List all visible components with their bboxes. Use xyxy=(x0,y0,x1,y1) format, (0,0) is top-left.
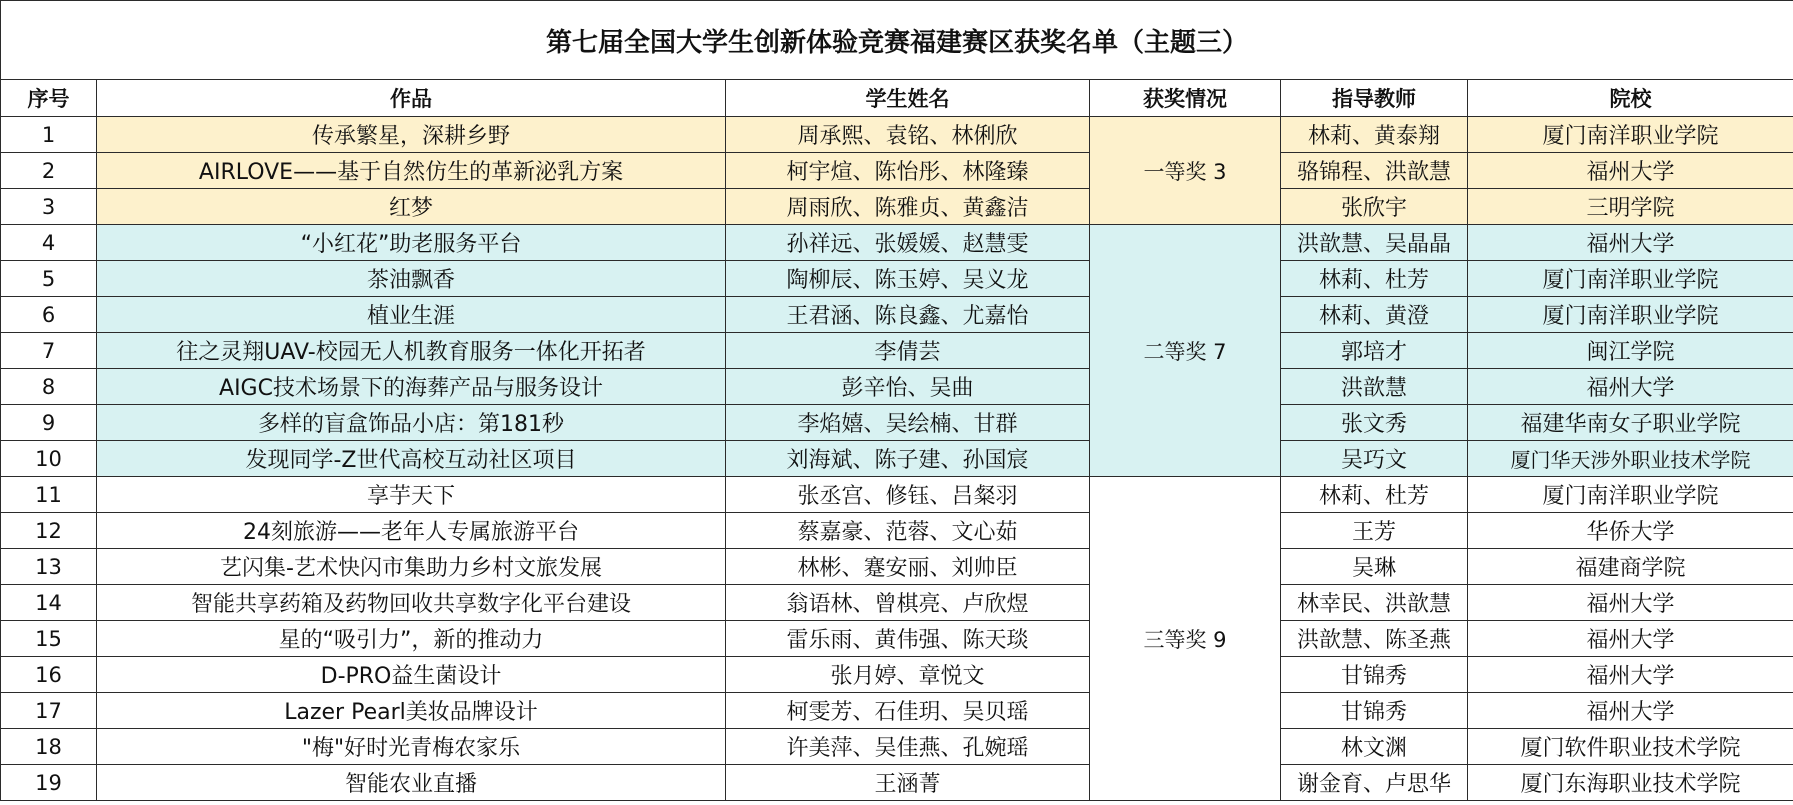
table-row xyxy=(1,369,1793,405)
header-work: 作品 xyxy=(97,80,726,117)
row-index: 11 xyxy=(1,477,97,513)
table-row xyxy=(1,261,1793,297)
work-title: 多样的盲盒饰品小店：第181秒 xyxy=(97,405,726,441)
table-row xyxy=(1,405,1793,441)
advisor-names: 林莉、黄泰翔 xyxy=(1281,117,1468,153)
school-name: 福州大学 xyxy=(1468,621,1793,657)
school-name: 福州大学 xyxy=(1468,585,1793,621)
work-title: 往之灵翔UAV-校园无人机教育服务一体化开拓者 xyxy=(97,333,726,369)
student-names: 孙祥远、张媛媛、赵慧雯 xyxy=(726,225,1090,261)
student-names: 刘海斌、陈子建、孙国宸 xyxy=(726,441,1090,477)
header-school: 院校 xyxy=(1468,80,1793,117)
row-index: 6 xyxy=(1,297,97,333)
work-title: “小红花”助老服务平台 xyxy=(97,225,726,261)
table-row xyxy=(1,693,1793,729)
student-names: 李焰嬉、吴绘楠、甘群 xyxy=(726,405,1090,441)
advisor-names: 谢金育、卢思华 xyxy=(1281,765,1468,801)
student-names: 彭辛怡、吴曲 xyxy=(726,369,1090,405)
work-title: AIRLOVE——基于自然仿生的革新泌乳方案 xyxy=(97,153,726,189)
row-index: 18 xyxy=(1,729,97,765)
header-row xyxy=(1,80,1793,117)
header-teacher: 指导教师 xyxy=(1281,80,1468,117)
table-row xyxy=(1,477,1793,513)
advisor-names: 骆锦程、洪歆慧 xyxy=(1281,153,1468,189)
student-names: 张月婷、章悦文 xyxy=(726,657,1090,693)
table-row xyxy=(1,333,1793,369)
table-row xyxy=(1,117,1793,153)
advisor-names: 洪歆慧 xyxy=(1281,369,1468,405)
school-name: 闽江学院 xyxy=(1468,333,1793,369)
table-row xyxy=(1,513,1793,549)
school-name: 福州大学 xyxy=(1468,693,1793,729)
advisor-names: 吴琳 xyxy=(1281,549,1468,585)
student-names: 柯宇煊、陈怡彤、林隆臻 xyxy=(726,153,1090,189)
work-title: AIGC技术场景下的海葬产品与服务设计 xyxy=(97,369,726,405)
header-students: 学生姓名 xyxy=(726,80,1090,117)
work-title: 传承繁星，深耕乡野 xyxy=(97,117,726,153)
row-index: 19 xyxy=(1,765,97,801)
row-index: 8 xyxy=(1,369,97,405)
award-level: 二等奖 7 xyxy=(1090,225,1281,477)
header-award: 获奖情况 xyxy=(1090,80,1281,117)
row-index: 14 xyxy=(1,585,97,621)
advisor-names: 林幸民、洪歆慧 xyxy=(1281,585,1468,621)
student-names: 翁语林、曾棋亮、卢欣煜 xyxy=(726,585,1090,621)
school-name: 厦门南洋职业学院 xyxy=(1468,477,1793,513)
student-names: 周雨欣、陈雅贞、黄鑫洁 xyxy=(726,189,1090,225)
table-row xyxy=(1,441,1793,477)
work-title: 智能农业直播 xyxy=(97,765,726,801)
table-row xyxy=(1,729,1793,765)
table-row xyxy=(1,621,1793,657)
school-name: 厦门东海职业技术学院 xyxy=(1468,765,1793,801)
work-title: 红梦 xyxy=(97,189,726,225)
table-row xyxy=(1,153,1793,189)
student-names: 李倩芸 xyxy=(726,333,1090,369)
work-title: 艺闪集-艺术快闪市集助力乡村文旅发展 xyxy=(97,549,726,585)
student-names: 许美萍、吴佳燕、孔婉瑶 xyxy=(726,729,1090,765)
work-title: 植业生涯 xyxy=(97,297,726,333)
work-title: 茶油飘香 xyxy=(97,261,726,297)
student-names: 林彬、蹇安丽、刘帅臣 xyxy=(726,549,1090,585)
advisor-names: 王芳 xyxy=(1281,513,1468,549)
award-level: 三等奖 9 xyxy=(1090,477,1281,801)
work-title: "梅"好时光青梅农家乐 xyxy=(97,729,726,765)
student-names: 雷乐雨、黄伟强、陈天琰 xyxy=(726,621,1090,657)
advisor-names: 郭培才 xyxy=(1281,333,1468,369)
student-names: 蔡嘉豪、范蓉、文心茹 xyxy=(726,513,1090,549)
student-names: 王君涵、陈良鑫、尤嘉怡 xyxy=(726,297,1090,333)
advisor-names: 甘锦秀 xyxy=(1281,657,1468,693)
table-row xyxy=(1,225,1793,261)
student-names: 张丞宫、修钰、吕粲羽 xyxy=(726,477,1090,513)
table-row xyxy=(1,297,1793,333)
row-index: 1 xyxy=(1,117,97,153)
table-body xyxy=(1,117,1793,801)
table-row xyxy=(1,549,1793,585)
school-name: 厦门软件职业技术学院 xyxy=(1468,729,1793,765)
work-title: 星的“吸引力”，新的推动力 xyxy=(97,621,726,657)
row-index: 13 xyxy=(1,549,97,585)
row-index: 7 xyxy=(1,333,97,369)
table-row xyxy=(1,585,1793,621)
work-title: 智能共享药箱及药物回收共享数字化平台建设 xyxy=(97,585,726,621)
row-index: 12 xyxy=(1,513,97,549)
row-index: 10 xyxy=(1,441,97,477)
advisor-names: 林莉、杜芳 xyxy=(1281,477,1468,513)
student-names: 周承熙、袁铭、林俐欣 xyxy=(726,117,1090,153)
work-title: 24刻旅游——老年人专属旅游平台 xyxy=(97,513,726,549)
work-title: 发现同学-Z世代高校互动社区项目 xyxy=(97,441,726,477)
row-index: 2 xyxy=(1,153,97,189)
school-name: 厦门南洋职业学院 xyxy=(1468,117,1793,153)
work-title: 享芋天下 xyxy=(97,477,726,513)
award-level: 一等奖 3 xyxy=(1090,117,1281,225)
table-row xyxy=(1,657,1793,693)
row-index: 5 xyxy=(1,261,97,297)
school-name: 福州大学 xyxy=(1468,657,1793,693)
advisor-names: 甘锦秀 xyxy=(1281,693,1468,729)
header-index: 序号 xyxy=(1,80,97,117)
student-names: 柯雯芳、石佳玥、吴贝瑶 xyxy=(726,693,1090,729)
advisor-names: 洪歆慧、陈圣燕 xyxy=(1281,621,1468,657)
work-title: D-PRO益生菌设计 xyxy=(97,657,726,693)
row-index: 16 xyxy=(1,657,97,693)
advisor-names: 林文渊 xyxy=(1281,729,1468,765)
advisor-names: 张文秀 xyxy=(1281,405,1468,441)
table-row xyxy=(1,765,1793,801)
school-name: 厦门华天涉外职业技术学院 xyxy=(1468,441,1793,477)
school-name: 福建华南女子职业学院 xyxy=(1468,405,1793,441)
school-name: 福州大学 xyxy=(1468,153,1793,189)
school-name: 福州大学 xyxy=(1468,225,1793,261)
school-name: 福州大学 xyxy=(1468,369,1793,405)
advisor-names: 林莉、黄澄 xyxy=(1281,297,1468,333)
school-name: 厦门南洋职业学院 xyxy=(1468,261,1793,297)
school-name: 华侨大学 xyxy=(1468,513,1793,549)
advisor-names: 洪歆慧、吴晶晶 xyxy=(1281,225,1468,261)
school-name: 三明学院 xyxy=(1468,189,1793,225)
advisor-names: 吴巧文 xyxy=(1281,441,1468,477)
row-index: 3 xyxy=(1,189,97,225)
row-index: 4 xyxy=(1,225,97,261)
row-index: 17 xyxy=(1,693,97,729)
work-title: Lazer Pearl美妆品牌设计 xyxy=(97,693,726,729)
row-index: 15 xyxy=(1,621,97,657)
student-names: 王涵菁 xyxy=(726,765,1090,801)
school-name: 福建商学院 xyxy=(1468,549,1793,585)
student-names: 陶柳辰、陈玉婷、吴义龙 xyxy=(726,261,1090,297)
school-name: 厦门南洋职业学院 xyxy=(1468,297,1793,333)
row-index: 9 xyxy=(1,405,97,441)
sheet-title: 第七届全国大学生创新体验竞赛福建赛区获奖名单（主题三） xyxy=(1,1,1793,80)
table-row xyxy=(1,189,1793,225)
advisor-names: 林莉、杜芳 xyxy=(1281,261,1468,297)
advisor-names: 张欣宇 xyxy=(1281,189,1468,225)
